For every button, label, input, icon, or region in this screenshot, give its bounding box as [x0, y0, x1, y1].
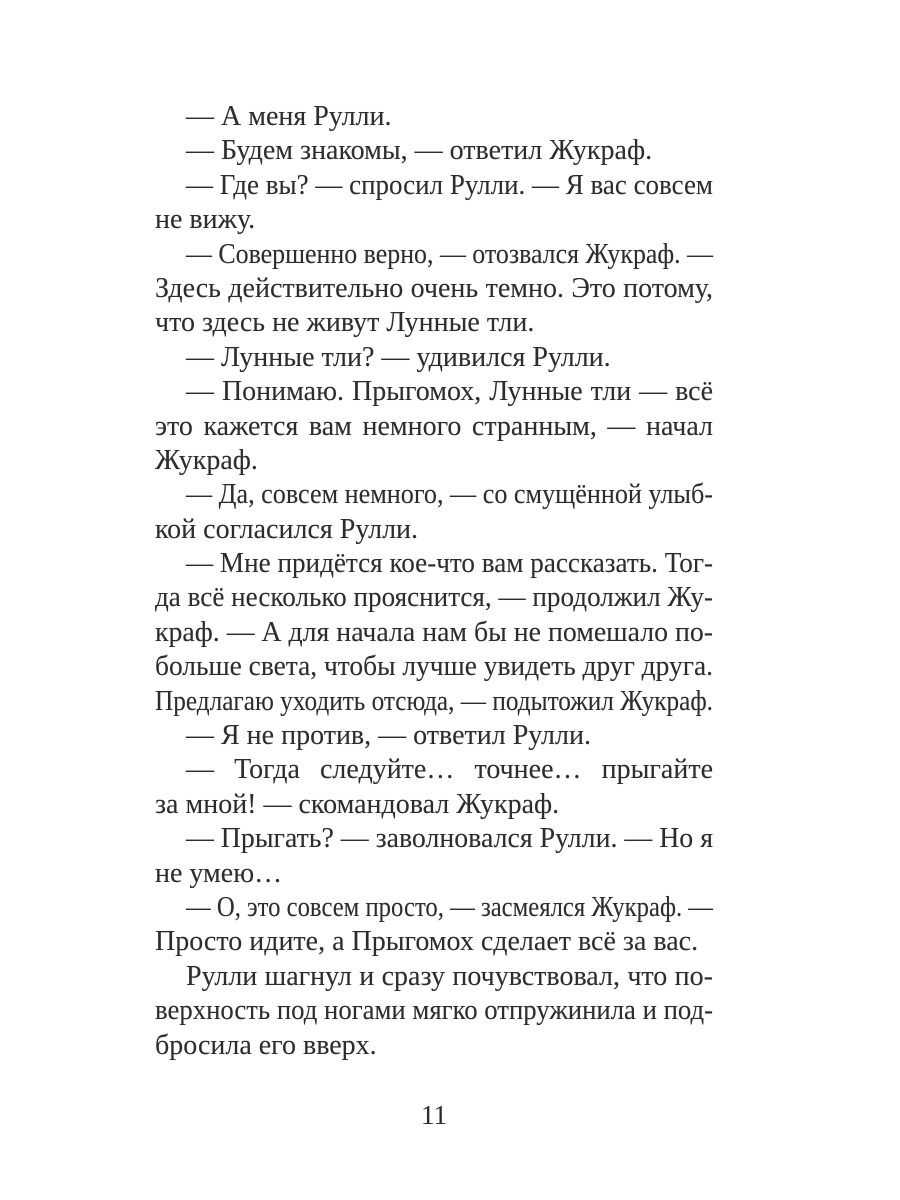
text-line: — О, это совсем просто, — засмеялся Жукраф. — — [186, 891, 713, 923]
text-line: — Я не против, — ответил Рулли. — [186, 720, 591, 752]
text-line: Жукраф. — [155, 444, 258, 476]
text-line: — Будем знакомы, — ответил Жукраф. — [186, 135, 653, 167]
paragraph — [155, 134, 713, 168]
text-line: — Лунные тли? — удивился Рулли. — [186, 341, 611, 373]
text-line: краф. — А для начала нам бы не помешало по- — [155, 616, 713, 648]
paragraph — [155, 822, 713, 891]
text-line: — Понимаю. Прыгомох, Лунные тли — всё — [186, 376, 713, 408]
paragraph — [155, 547, 713, 719]
text-line: — Совершенно верно, — отозвался Жукраф. — — [186, 238, 713, 270]
paragraph — [155, 753, 713, 822]
text-line: Предлагаю уходить отсюда, — подытожил Жукраф. — [155, 685, 713, 717]
text-line: — Где вы? — спросил Рулли. — Я вас совсем — [186, 169, 713, 201]
text-line: больше света, чтобы лучше увидеть друг друга. — [155, 651, 713, 683]
text-line: бросила его вверх. — [155, 1029, 377, 1061]
text-line: не умею… — [155, 857, 283, 889]
text-line: — Тогда следуйте… точнее… прыгайте — [186, 754, 713, 786]
paragraph — [155, 100, 713, 134]
text-line: — Мне придётся кое-что вам рассказать. Тог- — [186, 548, 713, 580]
paragraph — [155, 478, 713, 547]
text-line: Здесь действительно очень темно. Это потому, — [155, 272, 713, 304]
page-number: 11 — [421, 1100, 447, 1130]
text-line: это кажется вам немного странным, — начал — [155, 410, 713, 442]
text-line: да всё несколько прояснится, — продолжил Жу- — [155, 582, 713, 614]
text-line: что здесь не живут Лунные тли. — [155, 307, 535, 339]
paragraph — [155, 341, 713, 375]
text-line: за мной! — скомандовал Жукраф. — [155, 788, 560, 820]
text-block — [155, 100, 713, 1063]
text-line: — Да, совсем немного, — со смущённой улыб- — [186, 479, 713, 511]
text-line: кой согласился Рулли. — [155, 513, 419, 545]
text-line: — А меня Рулли. — [186, 101, 392, 132]
paragraph — [155, 960, 713, 1063]
text-line: Рулли шагнул и сразу почувствовал, что по- — [186, 960, 713, 992]
paragraph — [155, 375, 713, 478]
paragraph — [155, 169, 713, 238]
text-line: — Прыгать? — заволновался Рулли. — Но я — [186, 823, 713, 855]
text-line: верхность под ногами мягко отпружинила и под- — [155, 995, 713, 1027]
text-line: Просто идите, а Прыгомох сделает всё за вас. — [155, 926, 699, 958]
paragraph — [155, 891, 713, 960]
text-line: не вижу. — [155, 204, 256, 236]
paragraph — [155, 238, 713, 341]
paragraph — [155, 719, 713, 753]
